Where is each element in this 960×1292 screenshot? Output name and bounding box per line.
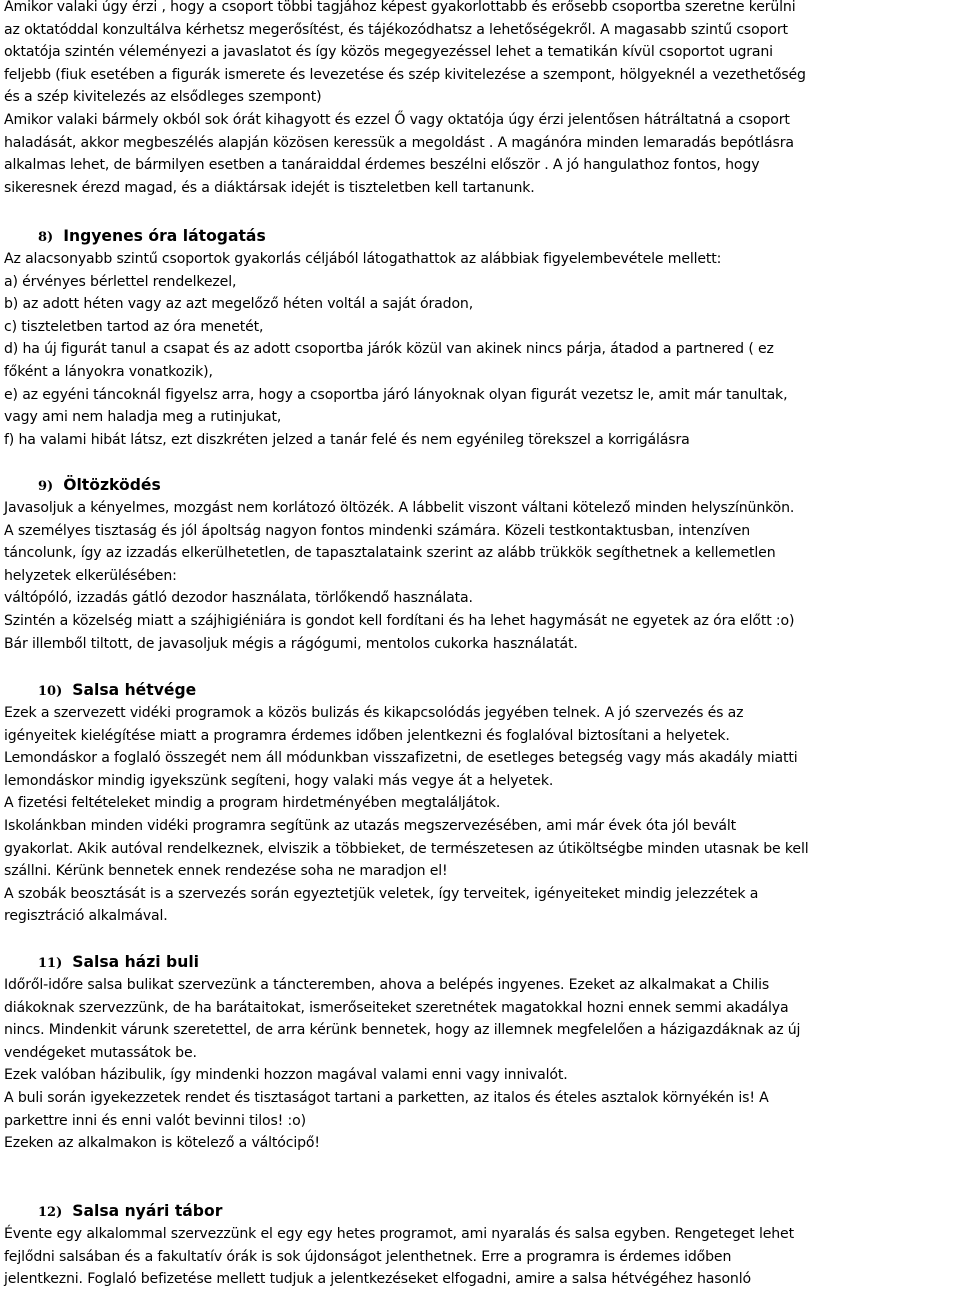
section-line: c) tiszteletben tartod az óra menetét,: [4, 318, 264, 335]
section-line: lemondáskor mindig igyekszünk segíteni, hogy valaki más vegye át a helyetek.: [4, 772, 554, 789]
section-number: 10): [38, 684, 63, 699]
section-title: Salsa házi buli: [72, 953, 200, 971]
section-line: vendégeket mutassátok be.: [4, 1044, 197, 1061]
section-line: Időről-időre salsa bulikat szervezünk a táncteremben, ahova a belépés ingyenes. Ezeket az alkalmakat a Chilis: [4, 977, 770, 993]
section-heading: [38, 1200, 222, 1224]
section-heading: [38, 474, 161, 498]
section-heading: [38, 679, 196, 703]
section-line: váltópóló, izzadás gátló dezodor használata, törlőkendő használata.: [4, 590, 473, 607]
section-line: nincs. Mindenkit várunk szeretettel, de arra kérünk bennetek, hogy az illemnek megfelelően a házigazdáknak az új: [4, 1022, 801, 1039]
section-title: Öltözködés: [63, 476, 161, 494]
intro-line: haladását, akkor megbeszélés alapján közösen keressük a megoldást . A magánóra minden lemaradás bepótlásra: [4, 134, 794, 151]
section-line: A buli során igyekezzetek rendet és tisztaságot tartani a parketten, az italos és ételes asztalok környékén is! A: [4, 1090, 769, 1106]
section-title: Ingyenes óra látogatás: [63, 227, 266, 245]
section-title: Salsa nyári tábor: [72, 1202, 223, 1220]
section-line: szállni. Kérünk bennetek ennek rendezése soha ne maradjon el!: [4, 863, 448, 880]
section-line: helyzetek elkerülésében:: [4, 567, 177, 584]
section-line: táncolunk, így az izzadás elkerülhetetlen, de tapasztalataink szerint az alább trükkök segíthetnek a kellemetlen: [4, 545, 776, 562]
intro-line: Amikor valaki úgy érzi , hogy a csoport többi tagjához képest gyakorlottabb és erősebb csoportba szeretne kerülni: [4, 0, 796, 15]
section-number: 8): [38, 230, 54, 245]
section-line: Ezek a szervezett vidéki programok a közös bulizás és kikapcsolódás jegyében telnek. A jó szervezés és az: [4, 705, 744, 721]
section-line: diákoknak szervezzünk, de ha barátaitokat, ismerőseiteket szeretnétek magatokkal hozni ennek semmi akadálya: [4, 999, 789, 1016]
section-line: Javasoljuk a kényelmes, mozgást nem korlátozó öltözék. A lábbelit viszont váltani kötelező minden helyszínünkön.: [4, 500, 795, 516]
section-number: 12): [38, 1205, 63, 1220]
section-line: Lemondáskor a foglaló összegét nem áll módunkban visszafizetni, de esetleges betegség vagy más akadály miatti: [4, 750, 798, 767]
intro-line: és a szép kivitelezés az elsődleges szempont): [4, 89, 322, 106]
section-line: regisztráció alkalmával.: [4, 908, 168, 925]
section-line: Bár illemből tiltott, de javasoljuk mégis a rágógumi, mentolos cukorka használatát.: [4, 635, 578, 652]
section-line: igényeitek kielégítése miatt a programra érdemes időben jelentkezni és foglalóval biztosítani a helyetek.: [4, 727, 730, 744]
intro-line: oktatója szintén véleményezi a javaslatot és így közös megegyezéssel lehet a tematikán kívül csoportot ugrani: [4, 44, 773, 61]
section-line: e) az egyéni táncoknál figyelsz arra, hogy a csoportba járó lányoknak olyan figurát vezetsz le, amit már tanultak,: [4, 386, 788, 403]
intro-line: sikeresnek érezd magad, és a diáktársak idejét is tiszteletben kell tartanunk.: [4, 179, 535, 196]
section-line: d) ha új figurát tanul a csapat és az adott csoportba járók közül van akinek nincs párja, átadod a partnered ( ez: [4, 341, 774, 358]
section-line: Az alacsonyabb szintű csoportok gyakorlás céljából látogathattok az alábbiak figyelembevétele mellett:: [4, 251, 722, 267]
intro-line: alkalmas lehet, de bármilyen esetben a tanáraiddal érdemes beszélni először . A jó hangulathoz fontos, hogy: [4, 157, 760, 174]
section-line: fejlődni salsában és a fakultatív órák is sok újdonságot jelenthetnek. Erre a programra is érdemes időben: [4, 1248, 732, 1265]
intro-line: Amikor valaki bármely okból sok órát kihagyott és ezzel Ő vagy oktatója úgy érzi jelentősen hátráltatná a csoport: [4, 112, 790, 128]
section-heading: [38, 225, 266, 249]
section-line: a) érvényes bérlettel rendelkezel,: [4, 273, 237, 290]
section-line: parkettre inni és enni valót bevinni tilos! :o): [4, 1112, 306, 1129]
section-title: Salsa hétvége: [72, 681, 197, 699]
section-number: 9): [38, 479, 54, 494]
section-line: jelentkezni. Foglaló befizetése mellett tudjuk a jelentkezéseket elfogadni, amire a salsa hétvégéhez hasonló: [4, 1271, 751, 1288]
section-line: A személyes tisztaság és jól ápoltság nagyon fontos mindenki számára. Közeli testkontaktusban, intenzíven: [4, 522, 751, 539]
section-line: A szobák beosztását is a szervezés során egyeztetjük veletek, így terveitek, igényeiteket mindig jelezzétek a: [4, 885, 759, 902]
section-heading: [38, 951, 199, 975]
section-line: gyakorlat. Akik autóval rendelkeznek, elviszik a többieket, de természetesen az útiköltségbe minden utasnak be kell: [4, 840, 809, 857]
section-line: Ezek valóban házibulik, így mindenki hozzon magával valami enni vagy innivalót.: [4, 1067, 568, 1084]
section-line: b) az adott héten vagy az azt megelőző héten voltál a saját óradon,: [4, 296, 474, 313]
section-line: főként a lányokra vonatkozik),: [4, 364, 213, 380]
section-line: Szintén a közelség miatt a szájhigiéniára is gondot kell fordítani és ha lehet hagymását ne egyetek az óra előtt :o): [4, 613, 795, 629]
section-line: Ezeken az alkalmakon is kötelező a váltócipő!: [4, 1135, 320, 1152]
intro-line: az oktatóddal konzultálva kérhetsz megerősítést, és tájékozódhatsz a lehetőségekről. A magasabb szintű csoport: [4, 21, 788, 38]
section-line: A fizetési feltételeket mindig a program hirdetményében megtaláljátok.: [4, 795, 501, 812]
section-line: Iskolánkban minden vidéki programra segítünk az utazás megszervezésében, ami már évek óta jól bevált: [4, 818, 737, 834]
section-line: vagy ami nem haladja meg a rutinjukat,: [4, 409, 282, 426]
section-line: f) ha valami hibát látsz, ezt diszkréten jelzed a tanár felé és nem egyénileg törekszel a korrigálásra: [4, 431, 690, 448]
section-number: 11): [38, 956, 63, 971]
section-line: Évente egy alkalommal szervezzünk el egy egy hetes programot, ami nyaralás és salsa egyben. Rengeteget lehet: [4, 1226, 794, 1242]
intro-line: feljebb (fiuk esetében a figurák ismerete és levezetése és szép kivitelezése a szempont, hölgyeknél a vezethetőség: [4, 66, 806, 83]
